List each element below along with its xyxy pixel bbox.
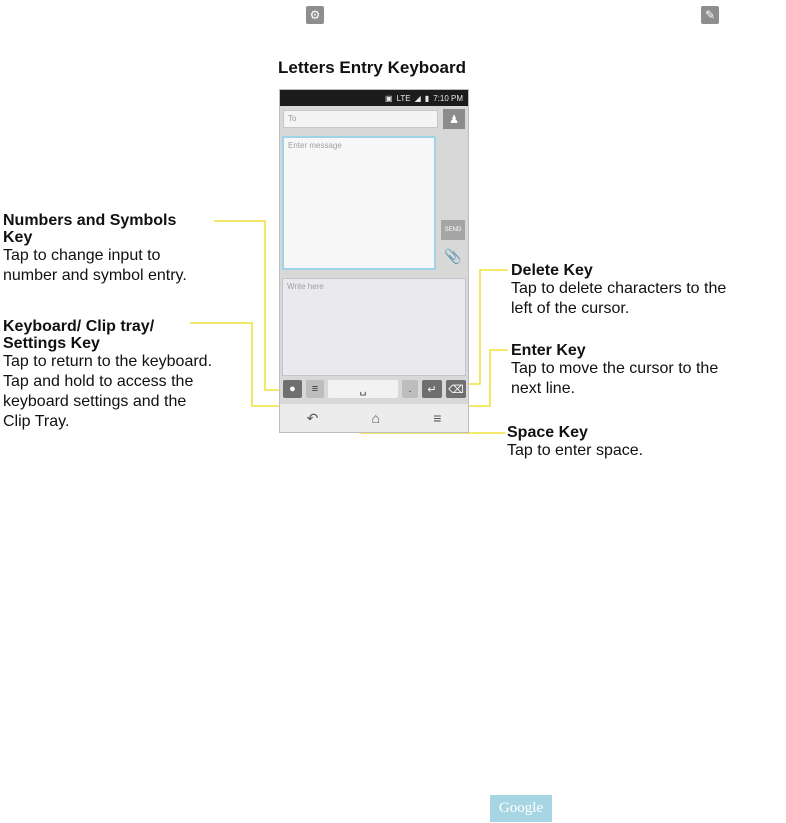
menu-icon[interactable]: ≡ <box>433 410 442 426</box>
callout-heading: Space Key <box>507 424 588 441</box>
callout-heading: Settings Key <box>3 335 100 352</box>
nfc-icon: ▣ <box>385 93 393 103</box>
callout-delete <box>511 262 726 319</box>
callout-body: number and symbol entry. <box>3 267 187 284</box>
keyboard-clip-tray-key[interactable] <box>306 380 324 398</box>
callout-heading: Numbers and Symbols <box>3 212 177 229</box>
space-bar-icon: ␣ <box>359 383 367 396</box>
phone-screenshot <box>279 89 469 433</box>
callout-numbers-symbols <box>3 212 187 286</box>
enter-icon: ↵ <box>427 383 437 396</box>
status-time: 7:10 PM <box>433 93 463 103</box>
callout-body: next line. <box>511 380 576 397</box>
delete-icon: ⌫ <box>448 383 464 396</box>
numbers-symbols-icon: ● <box>289 383 296 395</box>
callout-keyboard-clip-tray <box>3 318 212 432</box>
navigation-bar <box>280 404 468 432</box>
callout-heading: Delete Key <box>511 262 593 279</box>
dot-key[interactable] <box>402 380 418 398</box>
callout-body: keyboard settings and the <box>3 393 187 410</box>
person-icon: ♟ <box>449 113 459 126</box>
space-key[interactable] <box>328 380 398 398</box>
signal-icon: ◢ <box>414 93 421 103</box>
callout-heading: Enter Key <box>511 342 586 359</box>
callout-enter <box>511 342 718 399</box>
back-icon[interactable]: ↶ <box>306 409 319 426</box>
page-title: Letters Entry Keyboard <box>278 58 466 77</box>
battery-icon: ▮ <box>424 93 430 103</box>
attach-button[interactable] <box>441 246 465 266</box>
dot-icon: . <box>408 383 412 395</box>
callout-body: Clip Tray. <box>3 413 70 430</box>
callout-body: Tap to enter space. <box>507 442 644 459</box>
pencil-icon: ✎ <box>701 6 719 24</box>
callout-body: Tap to return to the keyboard. <box>3 353 213 370</box>
gear-icon: ⚙ <box>306 6 324 24</box>
menu-lines-icon: ≡ <box>311 383 319 395</box>
home-icon[interactable]: ⌂ <box>371 410 380 426</box>
callout-heading: Keyboard/ Clip tray/ <box>3 318 155 335</box>
callout-body: Tap to change input to <box>3 247 161 264</box>
callout-body: left of the cursor. <box>511 300 630 317</box>
to-field[interactable]: To <box>283 110 438 128</box>
callout-body: Tap and hold to access the <box>3 373 194 390</box>
send-button[interactable]: SEND <box>441 220 465 240</box>
handwriting-area[interactable]: Write here <box>282 278 466 376</box>
callout-body: Tap to delete characters to the <box>511 280 727 297</box>
delete-key[interactable] <box>446 380 466 398</box>
network-label: LTE <box>396 93 411 103</box>
message-field[interactable]: Enter message <box>282 136 436 270</box>
status-bar <box>280 90 468 106</box>
google-button[interactable]: Google <box>490 795 552 822</box>
enter-key[interactable] <box>422 380 442 398</box>
callout-line-delete <box>463 270 508 384</box>
callout-space <box>507 424 643 461</box>
callout-heading: Key <box>3 229 33 246</box>
paperclip-icon: 📎 <box>444 247 462 264</box>
contact-button[interactable] <box>443 109 465 129</box>
numbers-symbols-key[interactable] <box>283 380 302 398</box>
callout-body: Tap to move the cursor to the <box>511 360 719 377</box>
